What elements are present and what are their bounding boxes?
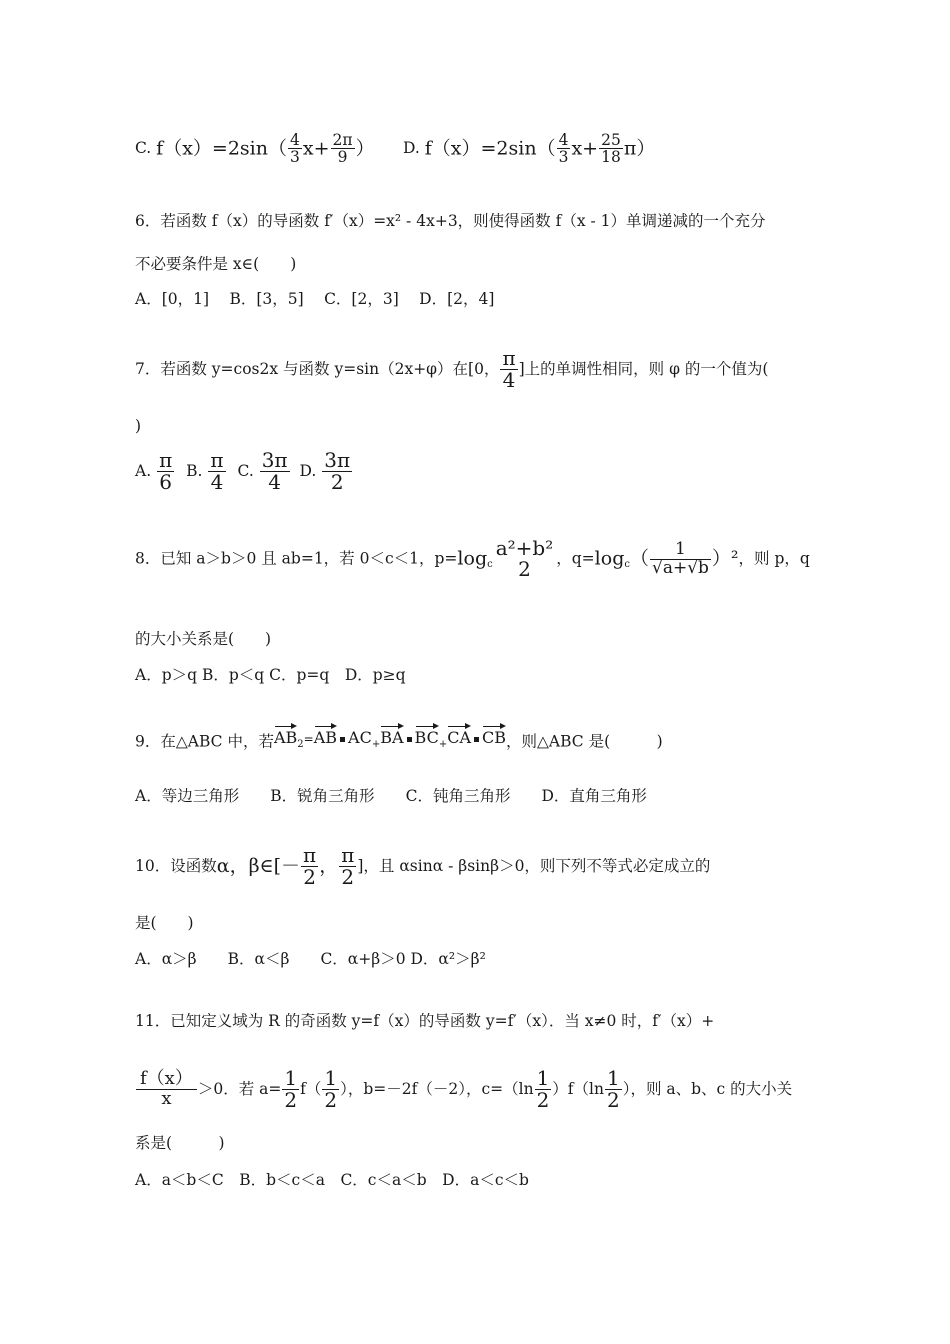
math-text: 1	[284, 1066, 298, 1090]
q8-stem-line1	[135, 538, 810, 580]
math-text: 2	[536, 1088, 550, 1112]
q11-stem-line3: 系是( )	[135, 1134, 225, 1152]
math-text: π	[159, 448, 173, 472]
math-text: 2π	[332, 131, 353, 149]
math-text: f（x）=2sin（	[156, 137, 287, 160]
fraction	[650, 538, 711, 578]
math-text: c	[624, 559, 630, 571]
math-text: A.	[135, 461, 152, 480]
fraction	[494, 538, 556, 580]
fraction	[157, 450, 174, 493]
q6-stem-line2: 不必要条件是 x∈( )	[135, 255, 297, 273]
q7-stem-line2: )	[135, 417, 142, 435]
fraction	[282, 1068, 299, 1111]
math-text: ，	[319, 855, 339, 877]
vector-ba: BA	[380, 724, 403, 746]
math-text: f（x）=2sin（	[424, 137, 556, 160]
math-text: B.	[186, 461, 203, 480]
math-text: 2	[341, 865, 355, 889]
q6-options: A．[0，1] B．[3，5] C．[2，3] D．[2，4]	[135, 290, 495, 308]
math-text: 3π	[324, 448, 351, 472]
q10-options: A．α＞β B．α＜β C．α+β＞0 D．α²＞β²	[135, 950, 486, 968]
math-text: ，则△ABC 是( )	[506, 732, 663, 751]
math-text: α，β∈[－	[216, 855, 301, 877]
math-text: π	[502, 346, 516, 370]
fraction	[322, 450, 352, 493]
vector-ca: CA	[447, 724, 471, 746]
math-text: =	[303, 732, 314, 746]
math-text: D.	[299, 461, 317, 480]
math-text: 1	[606, 1066, 620, 1090]
vector-ab: AB	[274, 724, 297, 746]
math-text: 2	[297, 739, 304, 751]
math-text: 10．设函数	[135, 856, 217, 875]
q11-stem-line2	[135, 1068, 792, 1111]
math-text: 9．在△ABC 中，若	[135, 732, 274, 751]
math-text: 7．若函数 y=cos2x 与函数 y=sin（2x+φ）在[0，	[135, 359, 500, 378]
math-text: ）²	[711, 547, 739, 570]
q8-stem-line2: 的大小关系是( )	[135, 630, 272, 648]
vector-bc: BC	[415, 724, 439, 746]
math-text: 1	[536, 1066, 550, 1090]
q5-option-d	[403, 132, 655, 166]
fraction	[605, 1068, 622, 1111]
math-text: D.	[403, 139, 420, 158]
math-text: 1	[650, 541, 711, 560]
math-text: ），b=－2f（－2），c=（ln	[340, 1079, 534, 1098]
q9-options: A．等边三角形 B．锐角三角形 C．钝角三角形 D．直角三角形	[135, 787, 647, 805]
math-text: x	[161, 1088, 172, 1109]
math-text: 2	[303, 865, 316, 889]
math-text: log	[594, 547, 625, 570]
vector-ab: AB	[314, 724, 337, 746]
math-text: x+	[302, 137, 330, 160]
fraction	[500, 348, 517, 391]
fraction	[599, 132, 623, 166]
q9-stem	[135, 724, 663, 750]
fraction	[339, 845, 356, 888]
math-text: 1	[324, 1066, 338, 1090]
math-text: π	[210, 448, 224, 472]
math-text: 2	[330, 470, 344, 494]
dot-operator	[474, 737, 479, 742]
math-text: c	[487, 559, 493, 571]
q11-options: A．a＜b＜C B．b＜c＜a C．c＜a＜b D．a＜c＜b	[135, 1171, 529, 1189]
fraction	[208, 450, 225, 493]
math-text: +	[438, 739, 448, 751]
fraction	[260, 450, 290, 493]
math-text: π）	[623, 137, 656, 160]
math-text: 2	[606, 1088, 620, 1112]
math-text: ＞0．若 a=	[197, 1079, 282, 1098]
math-text: ，则 p，q	[738, 549, 810, 568]
math-text: f（	[300, 1079, 322, 1098]
math-text: ]上的单调性相同，则 φ 的一个值为(	[518, 359, 769, 378]
math-text: 4	[290, 131, 300, 149]
math-text: a²+b²	[495, 536, 554, 560]
q7-options	[135, 450, 353, 493]
fraction	[136, 1070, 197, 1109]
math-text: √a+√b	[651, 557, 709, 578]
q7-stem-line1	[135, 348, 768, 391]
math-text: π	[303, 843, 317, 867]
math-text: 18	[601, 148, 621, 167]
math-text: AC	[348, 728, 372, 747]
math-text: f（x）	[136, 1070, 197, 1090]
fraction	[301, 845, 318, 888]
math-text: 8．已知 a＞b＞0 且 ab=1，若 0＜c＜1，p=	[135, 549, 458, 568]
fraction	[331, 132, 355, 166]
math-text: ）f（ln	[552, 1079, 604, 1098]
math-text: 6	[159, 470, 172, 494]
q10-stem-line1	[135, 845, 710, 888]
math-text: 4	[268, 470, 281, 494]
fraction	[557, 132, 571, 166]
q8-options: A．p＞q B．p＜q C．p=q D．p≥q	[135, 666, 406, 684]
math-text: ，q=	[556, 549, 595, 568]
math-text: 2	[518, 557, 531, 581]
math-text: ]，且 αsinα - βsinβ＞0，则下列不等式必定成立的	[357, 856, 711, 875]
dot-operator	[340, 737, 345, 742]
q10-stem-line2: 是( )	[135, 914, 194, 932]
math-text: 3	[558, 148, 569, 167]
math-text: ）	[355, 137, 375, 160]
math-text: ），则 a、b、c 的大小关	[622, 1079, 793, 1098]
vector-cb: CB	[482, 724, 506, 746]
math-text: 3π	[261, 448, 288, 472]
math-text: 25	[601, 131, 621, 149]
math-text: C.	[237, 461, 254, 480]
math-text: 2	[284, 1088, 298, 1112]
fraction	[322, 1068, 339, 1111]
math-text: +	[371, 739, 381, 751]
math-text: 4	[210, 470, 224, 494]
math-text: x+	[571, 137, 599, 160]
math-text: 4	[558, 131, 569, 149]
fraction	[288, 132, 302, 166]
math-text: 4	[502, 368, 516, 392]
math-text: C.	[135, 139, 152, 158]
math-text: log	[457, 547, 488, 570]
math-text: π	[341, 843, 355, 867]
math-text: （	[629, 547, 649, 570]
q6-stem-line1: 6．若函数 f（x）的导函数 f′（x）=x² - 4x+3，则使得函数 f（x - 1）单调递减的一个充分	[135, 212, 766, 230]
dot-operator	[407, 737, 412, 742]
math-text: 2	[324, 1088, 338, 1112]
math-text: 3	[290, 148, 300, 167]
q5-option-c	[135, 132, 375, 166]
q11-stem-line1: 11．已知定义域为 R 的奇函数 y=f（x）的导函数 y=f′（x）．当 x≠0 时，f′（x）+	[135, 1012, 715, 1030]
fraction	[535, 1068, 552, 1111]
math-text: 9	[337, 148, 348, 167]
